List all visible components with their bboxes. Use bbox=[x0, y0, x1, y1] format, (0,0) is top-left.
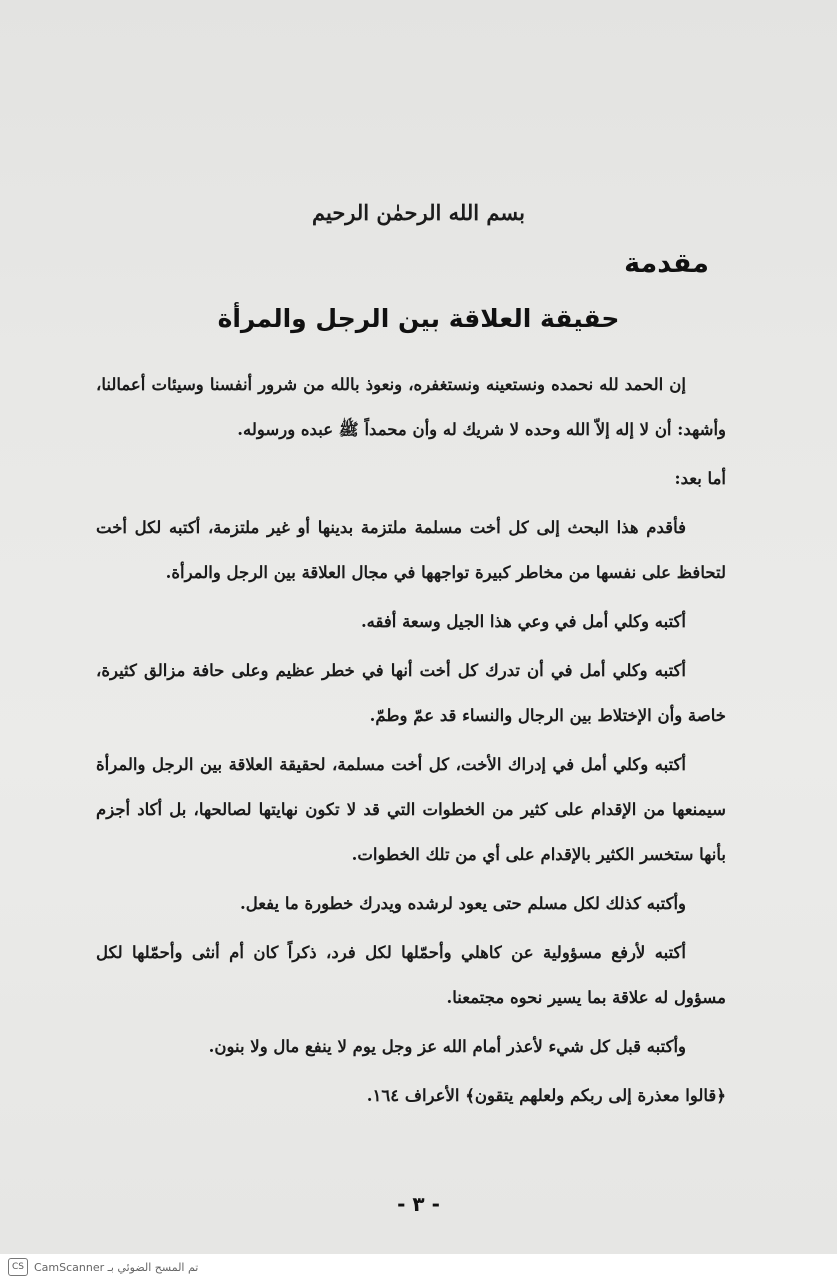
section-heading: مقدمة bbox=[624, 248, 709, 279]
paragraph: فأقدم هذا البحث إلى كل أخت مسلمة ملتزمة بدينها أو غير ملتزمة، أكتبه لكل أخت لتحافظ على نفسها من مخاطر كبيرة تواجهها في مجال العلاقة بين الرجل والمرأة. bbox=[96, 518, 726, 582]
quran-verse: ﴿قالوا معذرة إلى ربكم ولعلهم يتقون﴾ الأعراف ١٦٤. bbox=[366, 1086, 726, 1105]
basmala: بسم الله الرحمٰن الرحيم bbox=[312, 200, 525, 225]
paragraph: أما بعد: bbox=[674, 469, 726, 488]
paragraph: أكتبه وكلي أمل في إدراك الأخت، كل أخت مسلمة، لحقيقة العلاقة بين الرجل والمرأة سيمنعها من الإقدام على كثير من الخطوات التي قد لا تكون نهايتها لصالحها، بل أكاد أجزم بأنها ستخسر الكثير بالإقدام على أي من تلك الخطوات. bbox=[96, 755, 726, 864]
paragraph: وأكتبه كذلك لكل مسلم حتى يعود لرشده ويدرك خطورة ما يفعل. bbox=[239, 894, 686, 913]
page-title: حقيقة العلاقة بين الرجل والمرأة bbox=[217, 304, 620, 333]
paragraph: وأكتبه قبل كل شيء لأعذر أمام الله عز وجل يوم لا ينفع مال ولا بنون. bbox=[208, 1037, 686, 1056]
camscanner-watermark bbox=[8, 1258, 198, 1276]
paragraph: أكتبه وكلي أمل في وعي هذا الجيل وسعة أفقه. bbox=[360, 612, 686, 631]
body-text bbox=[96, 362, 726, 1122]
paragraph: إن الحمد لله نحمده ونستعينه ونستغفره، ونعوذ بالله من شرور أنفسنا وسيئات أعمالنا، وأشهد: أن لا إله إلاّ الله وحده لا شريك له وأن محمداً ﷺ عبده ورسوله. bbox=[96, 375, 726, 439]
camscanner-logo-icon: CS bbox=[8, 1258, 28, 1276]
paragraph: أكتبه لأرفع مسؤولية عن كاهلي وأحمّلها لكل فرد، ذكراً كان أم أنثى وأحمّلها لكل مسؤول له علاقة بما يسير نحوه مجتمعنا. bbox=[96, 943, 726, 1007]
scanner-footer bbox=[0, 1254, 837, 1280]
page-number: - ٣ - bbox=[397, 1192, 440, 1216]
watermark-text: تم المسح الضوئي بـ CamScanner bbox=[34, 1260, 199, 1274]
paragraph: أكتبه وكلي أمل في أن تدرك كل أخت أنها في خطر عظيم وعلى حافة مزالق كثيرة، خاصة وأن الإختلاط بين الرجال والنساء قد عمّ وطمّ. bbox=[96, 661, 726, 725]
